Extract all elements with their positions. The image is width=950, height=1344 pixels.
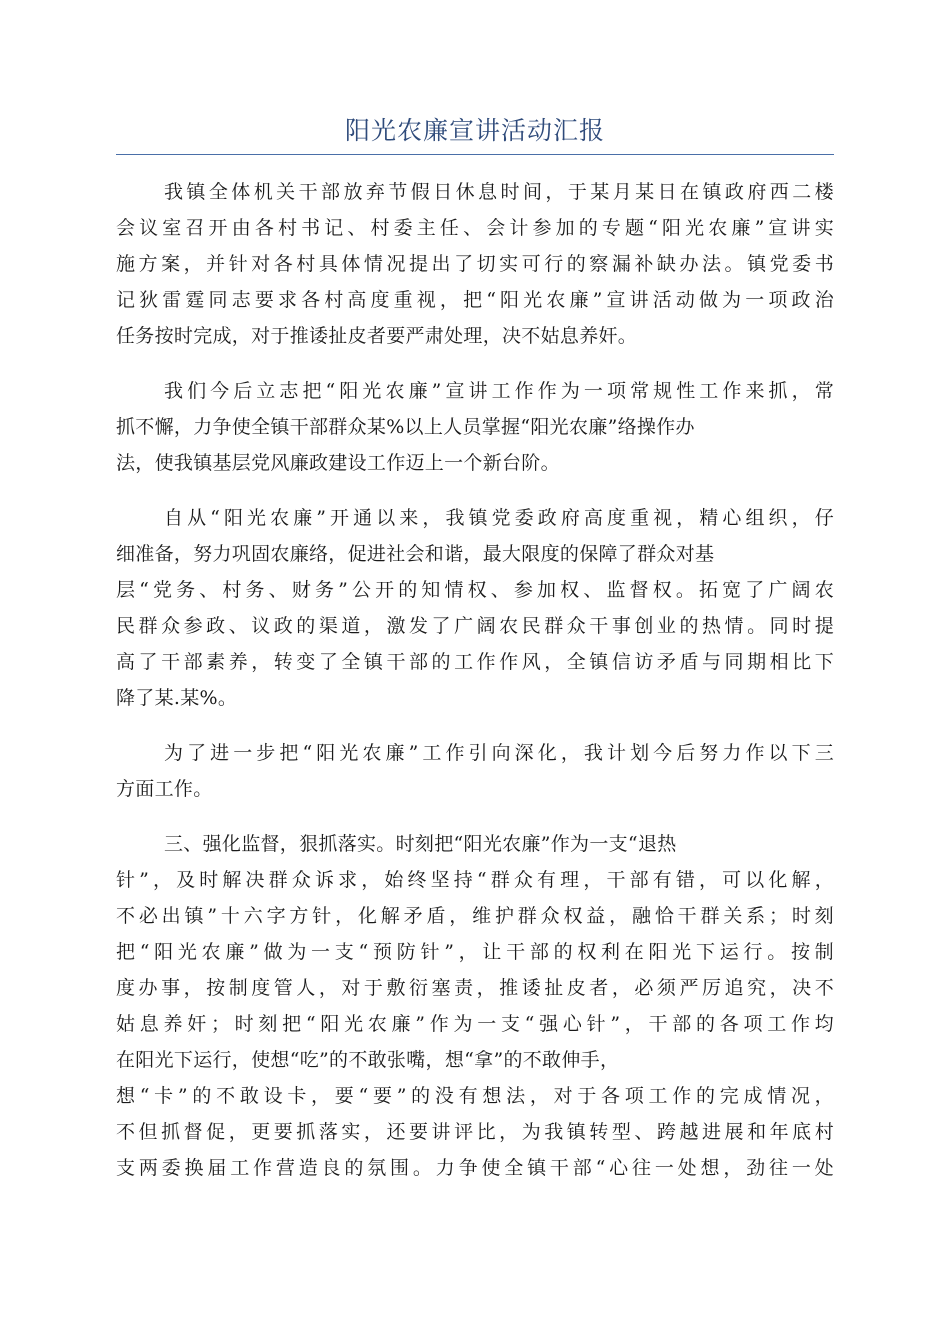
- paragraph: [116, 373, 834, 481]
- paragraph-line: 为了进一步把“阳光农廉”工作引向深化，我计划今后努力作以下三: [164, 742, 834, 764]
- paragraph-line: 任务按时完成，对于推诿扯皮者要严肃处理，决不姑息养奸。: [116, 325, 638, 347]
- paragraph-line: 降了某.某%。: [116, 687, 238, 709]
- paragraph-line: 施方案，并针对各村具体情况提出了切实可行的察漏补缺办法。镇党委书: [116, 253, 834, 275]
- paragraph-line: 支两委换届工作营造良的氛围。力争使全镇干部“心往一处想，劲往一处: [116, 1157, 834, 1179]
- paragraph-line: 抓不懈，力争使全镇干部群众某%以上人员掌握“阳光农廉”络操作办: [116, 416, 695, 438]
- paragraph-line: 姑息养奸；时刻把“阳光农廉”作为一支“强心针”，干部的各项工作均: [116, 1013, 834, 1035]
- paragraph-line: 层“党务、村务、财务”公开的知情权、参加权、监督权。拓宽了广阔农: [116, 579, 834, 601]
- paragraph-line: 方面工作。: [116, 778, 213, 800]
- paragraph-line: 高了干部素养，转变了全镇干部的工作作风，全镇信访矛盾与同期相比下: [116, 651, 834, 673]
- paragraph: [116, 174, 834, 354]
- paragraph: [116, 500, 834, 716]
- paragraph-line: 想“卡”的不敢设卡，要“要”的没有想法，对于各项工作的完成情况，: [116, 1085, 834, 1107]
- document-title: 阳光农廉宣讲活动汇报: [344, 116, 605, 145]
- paragraph-line: 三、强化监督，狠抓落实。时刻把“阳光农廉”作为一支“退热: [164, 833, 677, 855]
- paragraph-line: 会议室召开由各村书记、村委主任、会计参加的专题“阳光农廉”宣讲实: [116, 217, 834, 239]
- paragraph-line: 法，使我镇基层党风廉政建设工作迈上一个新台阶。: [116, 452, 560, 474]
- paragraph-line: 度办事，按制度管人，对于敷衍塞责，推诿扯皮者，必须严厉追究，决不: [116, 977, 834, 999]
- paragraph-line: 民群众参政、议政的渠道，激发了广阔农民群众干事创业的热情。同时提: [116, 615, 834, 637]
- paragraph: [116, 826, 834, 1186]
- paragraph-line: 把“阳光农廉”做为一支“预防针”，让干部的权利在阳光下运行。按制: [116, 941, 834, 963]
- paragraph-line: 不但抓督促，更要抓落实，还要讲评比，为我镇转型、跨越进展和年底村: [116, 1121, 834, 1143]
- paragraph-line: 我们今后立志把“阳光农廉”宣讲工作作为一项常规性工作来抓，常: [164, 380, 834, 402]
- paragraph-line: 不必出镇”十六字方针，化解矛盾，维护群众权益，融恰干群关系；时刻: [116, 905, 834, 927]
- paragraph-line: 我镇全体机关干部放弃节假日休息时间，于某月某日在镇政府西二楼: [164, 181, 834, 203]
- title-underline: [116, 154, 834, 155]
- paragraph-line: 自从“阳光农廉”开通以来，我镇党委政府高度重视，精心组织，仔: [164, 507, 834, 529]
- paragraph-line: 细准备，努力巩固农廉络，促进社会和谐，最大限度的保障了群众对基: [116, 543, 715, 565]
- paragraph-line: 记狄雷霆同志要求各村高度重视，把“阳光农廉”宣讲活动做为一项政治: [116, 289, 834, 311]
- paragraph-line: 在阳光下运行，使想“吃”的不敢张嘴，想“拿”的不敢伸手，: [116, 1049, 620, 1071]
- paragraph: [116, 735, 834, 807]
- document-body: [116, 174, 834, 1205]
- paragraph-line: 针”，及时解决群众诉求，始终坚持“群众有理，干部有错，可以化解，: [116, 869, 834, 891]
